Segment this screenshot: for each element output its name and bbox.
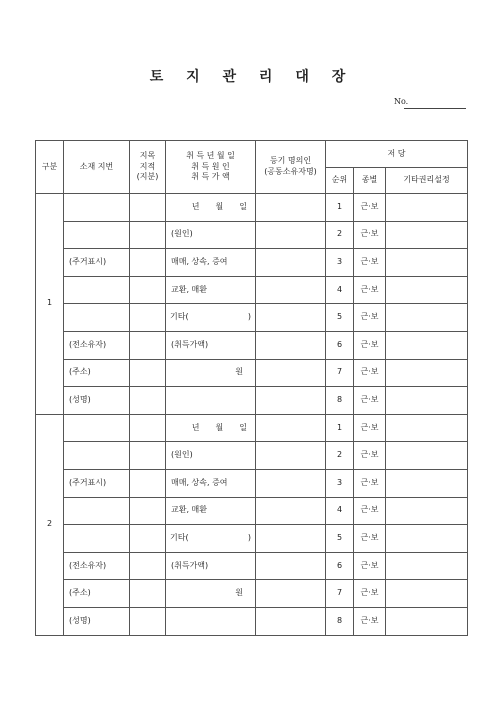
other-rights-cell[interactable]: [386, 194, 468, 222]
location-cell[interactable]: [64, 304, 130, 332]
group-number: 1: [36, 194, 64, 415]
registered-owner-cell[interactable]: [256, 469, 326, 497]
kind-cell: 근·보: [354, 607, 386, 635]
land-category-cell[interactable]: [130, 525, 166, 553]
other-rights-cell[interactable]: [386, 414, 468, 442]
rank-cell: 2: [326, 221, 354, 249]
kind-cell: 근·보: [354, 552, 386, 580]
table-row: [36, 497, 468, 525]
group-number: 2: [36, 414, 64, 635]
other-rights-cell[interactable]: [386, 442, 468, 470]
location-cell[interactable]: (전소유자): [64, 331, 130, 359]
rank-cell: 4: [326, 276, 354, 304]
acquisition-cell[interactable]: [166, 607, 256, 635]
table-row: [36, 359, 468, 387]
registered-owner-cell[interactable]: [256, 304, 326, 332]
acquisition-cell[interactable]: 교환, 매환: [166, 276, 256, 304]
rank-cell: 7: [326, 580, 354, 608]
other-close-label: ): [247, 312, 251, 322]
registered-owner-cell[interactable]: [256, 276, 326, 304]
kind-cell: 근·보: [354, 387, 386, 415]
other-rights-cell[interactable]: [386, 469, 468, 497]
header-division: 구분: [36, 141, 64, 194]
header-land-category: [130, 141, 166, 194]
header-rank: 순위: [326, 168, 354, 194]
land-category-cell[interactable]: [130, 304, 166, 332]
header-owner-line: (공동소유자명): [264, 167, 317, 176]
kind-cell: 근·보: [354, 359, 386, 387]
location-cell[interactable]: (주거표시): [64, 249, 130, 277]
rank-cell: 1: [326, 194, 354, 222]
rank-cell: 8: [326, 387, 354, 415]
land-category-cell[interactable]: [130, 331, 166, 359]
kind-cell: 근·보: [354, 442, 386, 470]
registered-owner-cell[interactable]: [256, 552, 326, 580]
location-cell[interactable]: [64, 525, 130, 553]
header-acquisition-line: 취 득 원 인: [191, 161, 230, 171]
location-cell[interactable]: [64, 497, 130, 525]
other-rights-cell[interactable]: [386, 276, 468, 304]
registered-owner-cell[interactable]: [256, 331, 326, 359]
land-ledger-table: [35, 140, 468, 636]
ledger-body: [36, 194, 468, 636]
rank-cell: 5: [326, 304, 354, 332]
date-unit-label: 년: [191, 201, 202, 211]
acquisition-date-cell[interactable]: [166, 194, 256, 222]
other-rights-cell[interactable]: [386, 387, 468, 415]
land-category-cell[interactable]: [130, 387, 166, 415]
rank-cell: 7: [326, 359, 354, 387]
acquisition-cell[interactable]: 매매, 상속, 증여: [166, 469, 256, 497]
location-cell[interactable]: [64, 276, 130, 304]
land-category-cell[interactable]: [130, 194, 166, 222]
land-category-cell[interactable]: [130, 249, 166, 277]
header-land-category-line: (지분): [136, 172, 159, 182]
rank-cell: 2: [326, 442, 354, 470]
location-cell[interactable]: (전소유자): [64, 552, 130, 580]
table-row: [36, 525, 468, 553]
kind-cell: 근·보: [354, 304, 386, 332]
kind-cell: 근·보: [354, 249, 386, 277]
registered-owner-cell[interactable]: [256, 249, 326, 277]
location-cell[interactable]: [64, 194, 130, 222]
other-open-label: 기타(: [170, 533, 189, 543]
date-unit-label: 일: [239, 201, 249, 211]
land-category-cell[interactable]: [130, 359, 166, 387]
location-cell[interactable]: (주소): [64, 580, 130, 608]
header-registered-owner: [256, 141, 326, 194]
acquisition-date-cell[interactable]: [166, 414, 256, 442]
location-cell[interactable]: (주소): [64, 359, 130, 387]
registered-owner-cell[interactable]: [256, 359, 326, 387]
header-location: 소재 지번: [64, 141, 130, 194]
registered-owner-cell[interactable]: [256, 194, 326, 222]
acquisition-amount-cell[interactable]: 원: [166, 359, 256, 387]
table-row: [36, 469, 468, 497]
acquisition-cell[interactable]: (취득가액): [166, 552, 256, 580]
acquisition-cell[interactable]: 매매, 상속, 증여: [166, 249, 256, 277]
other-rights-cell[interactable]: [386, 221, 468, 249]
table-row: [36, 194, 468, 222]
doc-number-field[interactable]: [404, 108, 466, 109]
other-rights-cell[interactable]: [386, 525, 468, 553]
acquisition-cell[interactable]: (취득가액): [166, 331, 256, 359]
kind-cell: 근·보: [354, 221, 386, 249]
rank-cell: 4: [326, 497, 354, 525]
table-row: [36, 442, 468, 470]
kind-cell: 근·보: [354, 331, 386, 359]
kind-cell: 근·보: [354, 194, 386, 222]
date-unit-label: 일: [239, 422, 249, 432]
kind-cell: 근·보: [354, 469, 386, 497]
rank-cell: 1: [326, 414, 354, 442]
table-row: [36, 331, 468, 359]
registered-owner-cell[interactable]: [256, 607, 326, 635]
other-close-label: ): [247, 533, 251, 543]
table-row: [36, 304, 468, 332]
location-cell[interactable]: [64, 414, 130, 442]
land-category-cell[interactable]: [130, 276, 166, 304]
table-row: [36, 387, 468, 415]
land-category-cell[interactable]: [130, 580, 166, 608]
doc-number-label: No.: [394, 97, 409, 106]
acquisition-other-cell[interactable]: [166, 304, 256, 332]
acquisition-cell[interactable]: 교환, 매환: [166, 497, 256, 525]
acquisition-other-cell[interactable]: [166, 525, 256, 553]
land-category-cell[interactable]: [130, 497, 166, 525]
table-row: [36, 580, 468, 608]
page-title: 토 지 관 리 대 장: [149, 69, 355, 85]
other-rights-cell[interactable]: [386, 331, 468, 359]
other-rights-cell[interactable]: [386, 607, 468, 635]
rank-cell: 6: [326, 552, 354, 580]
header-acquisition-line: 취 득 년 월 일: [186, 150, 235, 160]
location-cell[interactable]: (성명): [64, 607, 130, 635]
other-rights-cell[interactable]: [386, 359, 468, 387]
registered-owner-cell[interactable]: [256, 497, 326, 525]
acquisition-cell[interactable]: (원인): [166, 221, 256, 249]
registered-owner-cell[interactable]: [256, 525, 326, 553]
registered-owner-cell[interactable]: [256, 221, 326, 249]
location-cell[interactable]: (주거표시): [64, 469, 130, 497]
location-cell[interactable]: [64, 442, 130, 470]
header-owner-line: 등기 명의인: [269, 156, 312, 166]
other-rights-cell[interactable]: [386, 552, 468, 580]
acquisition-cell[interactable]: [166, 387, 256, 415]
header-land-category-line: 지적: [139, 161, 156, 171]
rank-cell: 6: [326, 331, 354, 359]
land-category-cell[interactable]: [130, 221, 166, 249]
acquisition-amount-cell[interactable]: 원: [166, 580, 256, 608]
rank-cell: 8: [326, 607, 354, 635]
table-row: [36, 607, 468, 635]
other-open-label: 기타(: [170, 312, 189, 322]
registered-owner-cell[interactable]: [256, 442, 326, 470]
kind-cell: 근·보: [354, 276, 386, 304]
kind-cell: 근·보: [354, 414, 386, 442]
location-cell[interactable]: (성명): [64, 387, 130, 415]
kind-cell: 근·보: [354, 525, 386, 553]
rank-cell: 3: [326, 469, 354, 497]
land-category-cell[interactable]: [130, 552, 166, 580]
header-acquisition: [166, 141, 256, 194]
kind-cell: 근·보: [354, 497, 386, 525]
header-mortgage: 저 당: [326, 141, 468, 168]
registered-owner-cell[interactable]: [256, 414, 326, 442]
header-acquisition-line: 취 득 가 액: [191, 172, 230, 182]
acquisition-cell[interactable]: (원인): [166, 442, 256, 470]
table-row: [36, 249, 468, 277]
location-cell[interactable]: [64, 221, 130, 249]
other-rights-cell[interactable]: [386, 580, 468, 608]
header-land-category-line: 지목: [139, 150, 156, 160]
date-unit-label: 월: [215, 422, 226, 432]
other-rights-cell[interactable]: [386, 304, 468, 332]
registered-owner-cell[interactable]: [256, 580, 326, 608]
land-category-cell[interactable]: [130, 442, 166, 470]
date-unit-label: 월: [215, 201, 226, 211]
land-category-cell[interactable]: [130, 414, 166, 442]
header-kind: 종별: [354, 168, 386, 194]
header-other-rights: 기타권리설정: [386, 168, 468, 194]
registered-owner-cell[interactable]: [256, 387, 326, 415]
table-row: [36, 276, 468, 304]
other-rights-cell[interactable]: [386, 497, 468, 525]
table-row: [36, 221, 468, 249]
rank-cell: 5: [326, 525, 354, 553]
table-row: [36, 414, 468, 442]
other-rights-cell[interactable]: [386, 249, 468, 277]
kind-cell: 근·보: [354, 580, 386, 608]
date-unit-label: 년: [191, 422, 202, 432]
table-row: [36, 552, 468, 580]
land-category-cell[interactable]: [130, 607, 166, 635]
land-category-cell[interactable]: [130, 469, 166, 497]
rank-cell: 3: [326, 249, 354, 277]
